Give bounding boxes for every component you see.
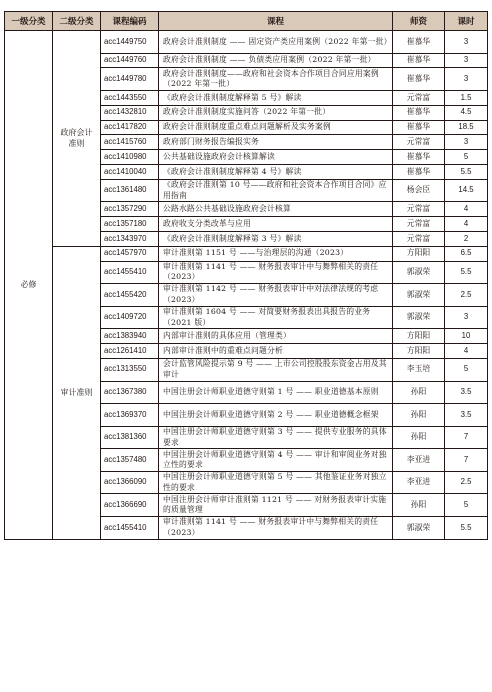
course-hours: 3 bbox=[445, 306, 488, 329]
course-name: 中国注册会计师职业道德守则第 5 号 —— 其他鉴证业务对独立性的要求 bbox=[159, 471, 393, 494]
course-teacher: 崔慕华 bbox=[393, 150, 445, 165]
course-hours: 4.5 bbox=[445, 105, 488, 120]
course-hours: 4 bbox=[445, 202, 488, 217]
course-code: acc1409720 bbox=[101, 306, 159, 329]
course-name: 审计准则第 1142 号 —— 财务报表审计中对法律法规的考虑（2023） bbox=[159, 284, 393, 307]
table-row bbox=[5, 31, 488, 54]
course-teacher: 杨会臣 bbox=[393, 179, 445, 202]
course-code: acc1383940 bbox=[101, 329, 159, 344]
course-name: 公共基础设施政府会计核算解读 bbox=[159, 150, 393, 165]
course-code: acc1443550 bbox=[101, 90, 159, 105]
course-hours: 3 bbox=[445, 31, 488, 54]
course-code: acc1449750 bbox=[101, 31, 159, 54]
course-code: acc1357480 bbox=[101, 449, 159, 472]
course-teacher: 崔慕华 bbox=[393, 53, 445, 68]
course-hours: 7 bbox=[445, 426, 488, 449]
course-name: 公路水路公共基础设施政府会计核算 bbox=[159, 202, 393, 217]
course-hours: 7 bbox=[445, 449, 488, 472]
course-hours: 6.5 bbox=[445, 246, 488, 261]
course-teacher: 元常富 bbox=[393, 202, 445, 217]
course-name: 审计准则第 1141 号 —— 财务报表审计中与舞弊相关的责任（2023） bbox=[159, 261, 393, 284]
course-name: 会计监管风险提示第 9 号 —— 上市公司控股股东资金占用及其审计 bbox=[159, 358, 393, 381]
course-name: 中国注册会计师职业道德守则第 2 号 —— 职业道德概念框架 bbox=[159, 404, 393, 427]
course-code: acc1457970 bbox=[101, 246, 159, 261]
course-teacher: 崔慕华 bbox=[393, 105, 445, 120]
course-hours: 3.5 bbox=[445, 381, 488, 404]
course-name: 中国注册会计师职业道德守则第 1 号 —— 职业道德基本原则 bbox=[159, 381, 393, 404]
table-header-row bbox=[5, 12, 488, 31]
course-name: 《政府会计准则制度解释第 3 号》解读 bbox=[159, 231, 393, 246]
course-name: 政府会计准则制度重点难点问题解析及实务案例 bbox=[159, 120, 393, 135]
course-code: acc1449780 bbox=[101, 68, 159, 91]
course-name: 政府收支分类改革与应用 bbox=[159, 217, 393, 232]
course-teacher: 方阳阳 bbox=[393, 246, 445, 261]
course-hours: 2.5 bbox=[445, 471, 488, 494]
course-code: acc1410980 bbox=[101, 150, 159, 165]
course-hours: 4 bbox=[445, 217, 488, 232]
course-hours: 3 bbox=[445, 135, 488, 150]
course-teacher: 孙阳 bbox=[393, 426, 445, 449]
course-table-container bbox=[4, 11, 488, 540]
table-body bbox=[5, 31, 488, 540]
level2-category: 政府会计准则 bbox=[53, 31, 101, 247]
course-code: acc1261410 bbox=[101, 344, 159, 359]
course-hours: 18.5 bbox=[445, 120, 488, 135]
course-hours: 3 bbox=[445, 68, 488, 91]
course-teacher: 李玉培 bbox=[393, 358, 445, 381]
course-hours: 2.5 bbox=[445, 284, 488, 307]
course-code: acc1366690 bbox=[101, 494, 159, 517]
course-hours: 4 bbox=[445, 344, 488, 359]
course-teacher: 孙阳 bbox=[393, 404, 445, 427]
course-name: 审计准则第 1141 号 —— 财务报表审计中与舞弊相关的责任（2023） bbox=[159, 517, 393, 540]
course-hours: 3.5 bbox=[445, 404, 488, 427]
course-teacher: 郭淑荣 bbox=[393, 517, 445, 540]
course-teacher: 郭淑荣 bbox=[393, 261, 445, 284]
course-hours: 5 bbox=[445, 150, 488, 165]
course-name: 政府会计准则制度实施问答（2022 年第一批） bbox=[159, 105, 393, 120]
course-hours: 3 bbox=[445, 53, 488, 68]
course-name: 《政府会计准则制度解释第 4 号》解读 bbox=[159, 164, 393, 179]
course-teacher: 崔慕华 bbox=[393, 68, 445, 91]
course-name: 中国注册会计师职业道德守则第 3 号 —— 提供专业服务的具体要求 bbox=[159, 426, 393, 449]
course-name: 政府会计准则制度 —— 固定资产类应用案例（2022 年第一批） bbox=[159, 31, 393, 54]
course-name: 中国注册会计师审计准则第 1121 号 —— 对财务报表审计实施的质量管理 bbox=[159, 494, 393, 517]
course-teacher: 崔慕华 bbox=[393, 164, 445, 179]
course-name: 内部审计准则中的重难点问题分析 bbox=[159, 344, 393, 359]
course-code: acc1432810 bbox=[101, 105, 159, 120]
course-teacher: 孙阳 bbox=[393, 494, 445, 517]
course-code: acc1455410 bbox=[101, 261, 159, 284]
course-hours: 5.5 bbox=[445, 261, 488, 284]
header-level1: 一级分类 bbox=[5, 12, 53, 31]
course-code: acc1455420 bbox=[101, 284, 159, 307]
course-teacher: 崔慕华 bbox=[393, 31, 445, 54]
course-code: acc1357180 bbox=[101, 217, 159, 232]
course-hours: 14.5 bbox=[445, 179, 488, 202]
course-name: 中国注册会计师职业道德守则第 4 号 —— 审计和审阅业务对独立性的要求 bbox=[159, 449, 393, 472]
course-hours: 10 bbox=[445, 329, 488, 344]
course-teacher: 元常富 bbox=[393, 135, 445, 150]
course-teacher: 孙阳 bbox=[393, 381, 445, 404]
course-name: 审计准则第 1604 号 —— 对简要财务报表出具报告的业务（2021 版） bbox=[159, 306, 393, 329]
course-code: acc1381360 bbox=[101, 426, 159, 449]
level2-category: 审计准则 bbox=[53, 246, 101, 539]
course-code: acc1449760 bbox=[101, 53, 159, 68]
header-course: 课程 bbox=[159, 12, 393, 31]
course-teacher: 方阳阳 bbox=[393, 329, 445, 344]
course-code: acc1343970 bbox=[101, 231, 159, 246]
header-code: 课程编码 bbox=[101, 12, 159, 31]
course-teacher: 李亚进 bbox=[393, 449, 445, 472]
course-teacher: 元常富 bbox=[393, 231, 445, 246]
course-code: acc1415760 bbox=[101, 135, 159, 150]
table-row bbox=[5, 246, 488, 261]
course-hours: 5.5 bbox=[445, 517, 488, 540]
header-level2: 二级分类 bbox=[53, 12, 101, 31]
course-name: 内部审计准则的具体应用（管理类） bbox=[159, 329, 393, 344]
course-code: acc1313550 bbox=[101, 358, 159, 381]
course-teacher: 李亚进 bbox=[393, 471, 445, 494]
header-teacher: 师资 bbox=[393, 12, 445, 31]
course-name: 审计准则第 1151 号 ——与治理层的沟通（2023） bbox=[159, 246, 393, 261]
course-teacher: 元常富 bbox=[393, 90, 445, 105]
course-name: 政府部门财务报告编报实务 bbox=[159, 135, 393, 150]
course-hours: 1.5 bbox=[445, 90, 488, 105]
header-hours: 课时 bbox=[445, 12, 488, 31]
course-teacher: 方阳阳 bbox=[393, 344, 445, 359]
course-code: acc1369370 bbox=[101, 404, 159, 427]
course-hours: 5 bbox=[445, 358, 488, 381]
course-hours: 5 bbox=[445, 494, 488, 517]
course-teacher: 郭淑荣 bbox=[393, 306, 445, 329]
course-code: acc1367380 bbox=[101, 381, 159, 404]
course-name: 政府会计准则制度——政府和社会资本合作项目合同应用案例（2022 年第一批） bbox=[159, 68, 393, 91]
course-hours: 5.5 bbox=[445, 164, 488, 179]
course-code: acc1366090 bbox=[101, 471, 159, 494]
course-name: 《政府会计准则制度解释第 5 号》解读 bbox=[159, 90, 393, 105]
course-code: acc1361480 bbox=[101, 179, 159, 202]
course-name: 政府会计准则制度 —— 负债类应用案例（2022 年第一批） bbox=[159, 53, 393, 68]
course-name: 《政府会计准则第 10 号——政府和社会资本合作项目合同》应用指南 bbox=[159, 179, 393, 202]
course-table bbox=[4, 11, 488, 540]
course-teacher: 郭淑荣 bbox=[393, 284, 445, 307]
course-code: acc1455410 bbox=[101, 517, 159, 540]
course-code: acc1357290 bbox=[101, 202, 159, 217]
course-teacher: 崔慕华 bbox=[393, 120, 445, 135]
course-code: acc1417820 bbox=[101, 120, 159, 135]
level1-category: 必修 bbox=[5, 31, 53, 540]
course-code: acc1410040 bbox=[101, 164, 159, 179]
course-hours: 2 bbox=[445, 231, 488, 246]
course-teacher: 元常富 bbox=[393, 217, 445, 232]
